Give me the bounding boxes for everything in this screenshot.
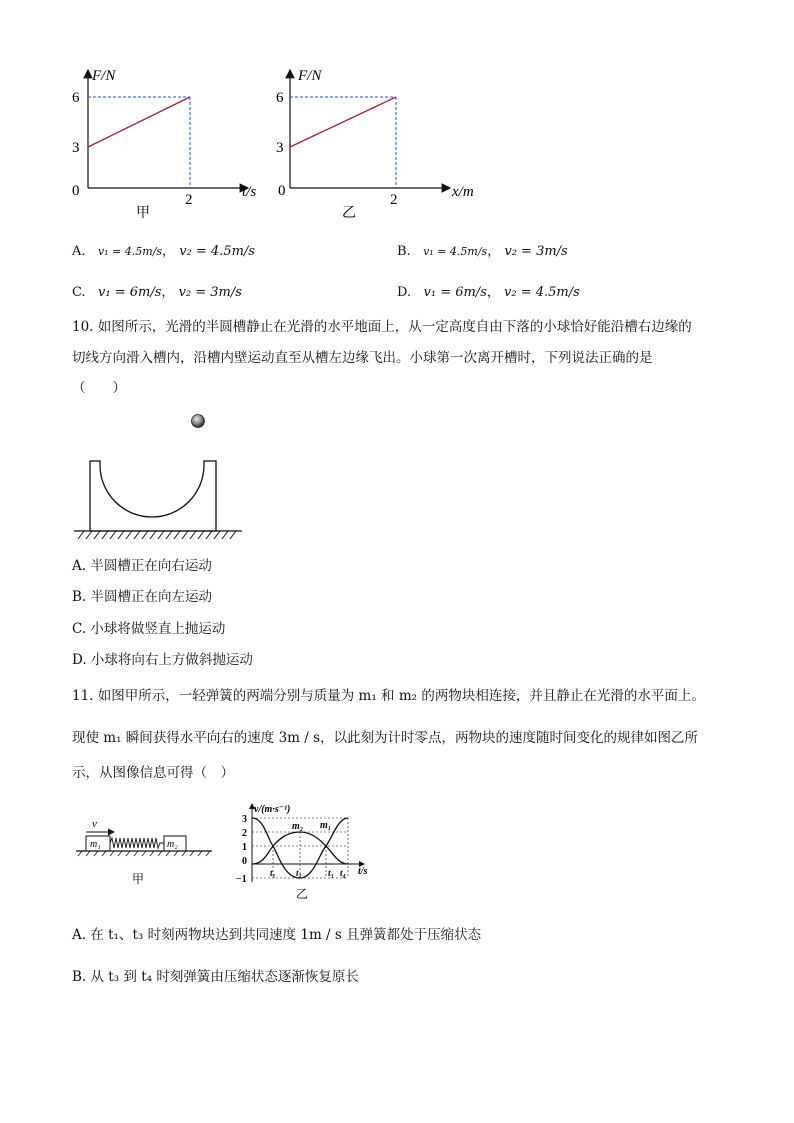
option-v1: v₁ = 4.5m/s: [423, 245, 488, 258]
q10-stem-line1: 10. 如图所示，光滑的半圆槽静止在光滑的水平地面上，从一定高度自由下落的小球恰好能沿槽右边缘的: [72, 319, 692, 335]
tick-origin: 0: [72, 183, 80, 199]
half-pipe-body: [90, 461, 216, 531]
q10-stem-line3: （ ）: [72, 380, 126, 396]
option-letter: C.: [72, 285, 86, 300]
ball-icon: [192, 415, 205, 428]
tick-t4: t₄: [340, 868, 346, 878]
caption-jia: 甲: [136, 206, 150, 221]
q11-option-b[interactable]: B. 从 t₃ 到 t₄ 时刻弹簧由压缩状态逐渐恢复原长: [72, 969, 359, 985]
option-v2: v₂ = 4.5m/s: [504, 285, 580, 300]
tick-3: 3: [276, 140, 284, 156]
block-m1-label: m₁: [90, 839, 101, 850]
x-axis-label: t/s: [358, 866, 368, 877]
tick-2: 2: [185, 192, 193, 208]
x-axis-label: x/m: [452, 184, 474, 200]
floor-hatching: [78, 851, 210, 856]
q9-option-b[interactable]: [397, 240, 568, 259]
tick-1: 1: [242, 842, 247, 853]
tick-3: 3: [72, 140, 80, 156]
velocity-time-graph: [228, 800, 378, 910]
option-v2: v₂ = 3m/s: [178, 285, 242, 300]
ground-hatching: [78, 531, 236, 539]
graph-yi: [262, 60, 492, 230]
force-line: [290, 97, 396, 147]
caption-jia: 甲: [132, 872, 145, 886]
tick-t2: t₂: [296, 868, 302, 878]
option-v2: v₂ = 4.5m/s: [179, 244, 255, 259]
y-axis-label: v/(m·s⁻¹): [254, 804, 291, 815]
y-axis-label: F/N: [92, 68, 116, 84]
tick-6: 6: [276, 90, 284, 106]
option-v1: v₁ = 4.5m/s: [97, 245, 163, 258]
tick-neg1: −1: [236, 874, 247, 885]
tick-2: 2: [242, 828, 247, 839]
tick-origin: 0: [278, 183, 286, 199]
tick-3: 3: [242, 814, 247, 825]
spring: [110, 838, 164, 848]
q11-stem-line3: 示，从图像信息可得（ ）: [72, 765, 234, 781]
q10-stem-line2: 切线方向滑入槽内，沿槽内壁运动直至从槽左边缘飞出。小球第一次离开槽时，下列说法正确的是: [72, 350, 653, 366]
spring-blocks-figure: [72, 815, 217, 890]
series-label-m2: m₂: [292, 821, 304, 832]
q11-stem-line2: 现使 m₁ 瞬间获得水平向右的速度 3m / s，以此刻为计时零点，两物块的速度随时间变化的规律如图乙所: [72, 730, 699, 746]
q10-option-b[interactable]: B. 半圆槽正在向左运动: [72, 589, 213, 605]
option-v1: v₁ = 6m/s: [98, 285, 162, 300]
block-m2-label: m₂: [167, 839, 178, 850]
tick-0: 0: [242, 856, 247, 867]
velocity-label: v: [92, 818, 97, 830]
caption-yi: 乙: [296, 887, 309, 901]
series-label-m1: m₁: [320, 820, 332, 831]
q10-option-a[interactable]: A. 半圆槽正在向右运动: [72, 558, 212, 574]
separator: ，: [161, 285, 175, 300]
q11-option-a[interactable]: A. 在 t₁、t₃ 时刻两物块达到共同速度 1m / s 且弹簧都处于压缩状态: [72, 927, 482, 943]
tick-6: 6: [72, 90, 80, 106]
separator: ，: [162, 244, 176, 259]
separator: ，: [487, 244, 501, 259]
q10-option-d[interactable]: D. 小球将向右上方做斜抛运动: [72, 652, 253, 668]
graph-jia: [60, 60, 280, 230]
tick-t1: t₁: [270, 868, 276, 878]
half-pipe-figure: [70, 405, 260, 545]
y-axis-label: F/N: [298, 68, 322, 84]
separator: ，: [486, 285, 500, 300]
option-letter: D.: [397, 285, 412, 300]
q9-option-d[interactable]: [397, 281, 580, 300]
option-letter: A.: [72, 244, 86, 259]
caption-yi: 乙: [342, 206, 356, 221]
force-line: [88, 97, 190, 147]
option-v2: v₂ = 3m/s: [504, 244, 568, 259]
option-letter: B.: [397, 244, 411, 259]
q11-stem-line1: 11. 如图甲所示，一轻弹簧的两端分别与质量为 m₁ 和 m₂ 的两物块相连接，并且静止在光滑的水平面上。: [72, 688, 705, 704]
tick-2: 2: [390, 192, 398, 208]
q9-option-c[interactable]: [72, 281, 242, 300]
x-axis-label: t/s: [242, 184, 257, 200]
tick-t3: t₃: [328, 868, 334, 878]
q9-option-a[interactable]: [72, 240, 255, 259]
q10-option-c[interactable]: C. 小球将做竖直上抛运动: [72, 621, 226, 637]
option-v1: v₁ = 6m/s: [423, 285, 487, 300]
